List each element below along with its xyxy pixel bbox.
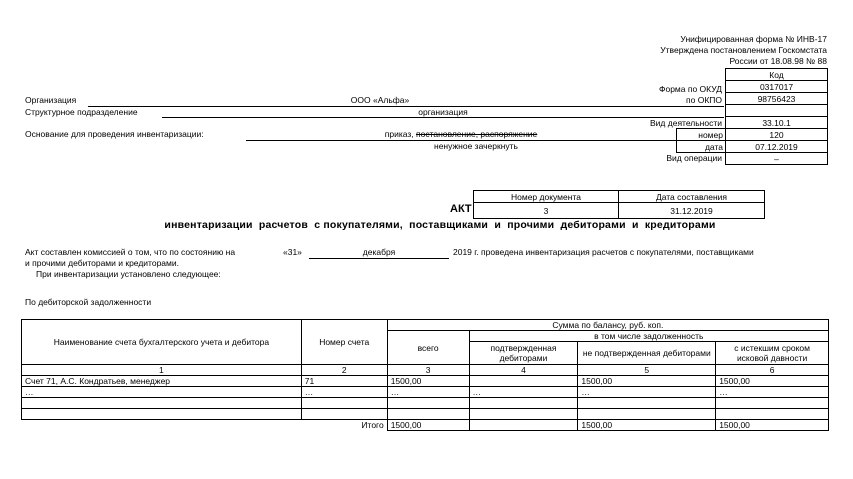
row-cell-account [301, 409, 387, 420]
statement-month: декабря [362, 247, 396, 257]
operation-value: – [726, 153, 828, 165]
row-cell-total: … [387, 387, 469, 398]
okpo-value: 98756423 [726, 93, 828, 105]
date-label: дата [677, 141, 726, 153]
col-number-3: 3 [387, 365, 469, 376]
statement-part1: Акт составлен комиссией о том, что по состоянию на [25, 247, 236, 257]
table-row [22, 387, 829, 398]
row-cell-account: 71 [301, 376, 387, 387]
form-line-3: России от 18.08.98 № 88 [729, 56, 827, 66]
basis-value [246, 129, 676, 139]
statement-part2: 2019 г. проведена инвентаризация расчетов с покупателями, поставщиками [453, 247, 754, 257]
row-cell-unconfirmed [578, 398, 716, 409]
col-number-4: 4 [469, 365, 578, 376]
total-spacer [22, 420, 302, 431]
okud-label: Форма по ОКУД [659, 84, 722, 94]
act-doc-table [473, 190, 765, 219]
basis-label: Основание для проведения инвентаризации: [25, 129, 204, 139]
date-value: 07.12.2019 [726, 141, 828, 153]
empty-code-cell [726, 105, 828, 117]
table-row [22, 409, 829, 420]
form-line-1: Унифицированная форма № ИНВ-17 [680, 34, 827, 44]
col-total-header: всего [387, 331, 469, 365]
operation-label: Вид операции [666, 153, 722, 163]
statement-day: «31» [283, 247, 302, 257]
row-cell-total [387, 398, 469, 409]
row-cell-name: Счет 71, А.С. Кондратьев, менеджер [22, 376, 302, 387]
row-cell-expired [716, 409, 829, 420]
okpo-label: по ОКПО [686, 95, 722, 105]
row-cell-account [301, 398, 387, 409]
debtors-table [21, 319, 829, 431]
org-name: ООО «Альфа» [350, 95, 410, 105]
col-sum-header: Сумма по балансу, руб. коп. [387, 320, 828, 331]
form-line-2: Утверждена постановлением Госкомстата [660, 45, 827, 55]
codes-table [725, 68, 828, 165]
row-cell-confirmed: … [469, 387, 578, 398]
doc-number-header: Номер документа [474, 191, 619, 203]
org-caption: организация [418, 107, 468, 117]
row-cell-unconfirmed: … [578, 387, 716, 398]
row-cell-confirmed [469, 398, 578, 409]
doc-number: 3 [474, 203, 619, 219]
doc-date: 31.12.2019 [619, 203, 765, 219]
col-number-5: 5 [578, 365, 716, 376]
col-name-header: Наименование счета бухгалтерского учета и дебитора [22, 320, 302, 365]
division-line [162, 117, 724, 118]
okud-value: 0317017 [726, 81, 828, 93]
row-cell-confirmed [469, 376, 578, 387]
row-cell-name [22, 409, 302, 420]
col-unconfirmed-header: не подтвержденная дебиторами [578, 342, 716, 365]
number-value: 120 [726, 129, 828, 141]
total-cell-total: 1500,00 [387, 420, 469, 431]
row-cell-total [387, 409, 469, 420]
total-cell-expired: 1500,00 [716, 420, 829, 431]
row-cell-unconfirmed: 1500,00 [578, 376, 716, 387]
row-cell-unconfirmed [578, 409, 716, 420]
col-expired-header: с истекшим сроком исковой давности [716, 342, 829, 365]
doc-date-header: Дата составления [619, 191, 765, 203]
total-cell-confirmed [469, 420, 578, 431]
col-including-header: в том числе задолженность [469, 331, 828, 342]
org-label: Организация [25, 95, 77, 105]
code-header: Код [726, 69, 828, 81]
division-label: Структурное подразделение [25, 107, 138, 117]
row-cell-name [22, 398, 302, 409]
total-row [22, 420, 829, 431]
col-number-1: 1 [22, 365, 302, 376]
statement-line2: и прочими дебиторами и кредиторами. [25, 258, 179, 268]
section-title: По дебиторской задолженности [25, 297, 152, 307]
basis-value-struck: постановление, распоряжение [415, 129, 538, 139]
act-title: инвентаризации расчетов с покупателями, поставщиками и прочими дебиторами и кредиторами [164, 219, 716, 231]
row-cell-expired: 1500,00 [716, 376, 829, 387]
basis-caption: ненужное зачеркнуть [434, 141, 518, 151]
basis-value-normal: приказ, [384, 129, 416, 139]
col-confirmed-header: подтвержденная дебиторами [469, 342, 578, 365]
act-word: АКТ [450, 203, 472, 215]
total-cell-unconfirmed: 1500,00 [578, 420, 716, 431]
row-cell-account: … [301, 387, 387, 398]
table-row [22, 376, 829, 387]
row-cell-name: … [22, 387, 302, 398]
row-cell-expired: … [716, 387, 829, 398]
activity-value: 33.10.1 [726, 117, 828, 129]
activity-label: Вид деятельности [650, 118, 722, 128]
col-number-2: 2 [301, 365, 387, 376]
month-line [309, 258, 449, 259]
statement-line3: При инвентаризации установлено следующее: [36, 269, 221, 279]
number-label: номер [677, 129, 726, 141]
row-cell-total: 1500,00 [387, 376, 469, 387]
col-number-6: 6 [716, 365, 829, 376]
col-account-header: Номер счета [301, 320, 387, 365]
total-label: Итого [301, 420, 387, 431]
table-row [22, 398, 829, 409]
row-cell-confirmed [469, 409, 578, 420]
row-cell-expired [716, 398, 829, 409]
